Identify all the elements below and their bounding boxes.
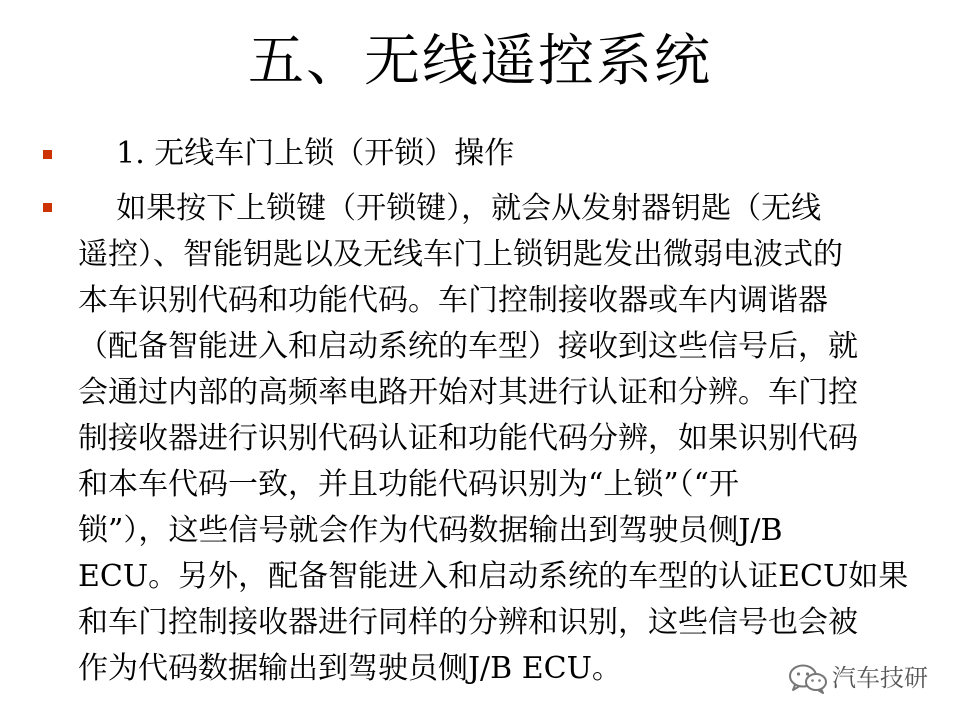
watermark bbox=[786, 660, 946, 696]
bullet-marker bbox=[43, 150, 52, 159]
paragraph-line: 遥控）、智能钥匙以及无线车门上锁钥匙发出微弱电波式的 bbox=[78, 237, 843, 272]
slide-title: 五、无线遥控系统 bbox=[248, 29, 712, 94]
paragraph-line: 作为代码数据输出到驾驶员侧J/B ECU。 bbox=[78, 651, 622, 686]
paragraph-line: 和本车代码一致，并且功能代码识别为“上锁”（“开 bbox=[78, 467, 740, 502]
paragraph-line: 本车识别代码和功能代码。车门控制接收器或车内调谐器 bbox=[78, 283, 828, 318]
paragraph-line: 锁”），这些信号就会作为代码数据输出到驾驶员侧J/B bbox=[78, 513, 783, 548]
paragraph-line: （配备智能进入和启动系统的车型）接收到这些信号后，就 bbox=[78, 329, 858, 364]
paragraph-line: ECU。另外，配备智能进入和启动系统的车型的认证ECU如果 bbox=[78, 559, 909, 594]
bullet-marker bbox=[43, 203, 52, 212]
paragraph-line: 如果按下上锁键（开锁键），就会从发射器钥匙（无线 bbox=[78, 191, 822, 226]
paragraph-line: 会通过内部的高频率电路开始对其进行认证和分辨。车门控 bbox=[78, 375, 858, 410]
watermark-source: 汽车技研 bbox=[832, 664, 928, 692]
bullet-text-1: 1. 无线车门上锁（开锁）操作 bbox=[78, 136, 515, 171]
paragraph-line: 和车门控制接收器进行同样的分辨和识别，这些信号也会被 bbox=[78, 605, 858, 640]
wechat-icon bbox=[786, 662, 830, 694]
paragraph-line: 制接收器进行识别代码认证和功能代码分辨，如果识别代码 bbox=[78, 421, 858, 456]
